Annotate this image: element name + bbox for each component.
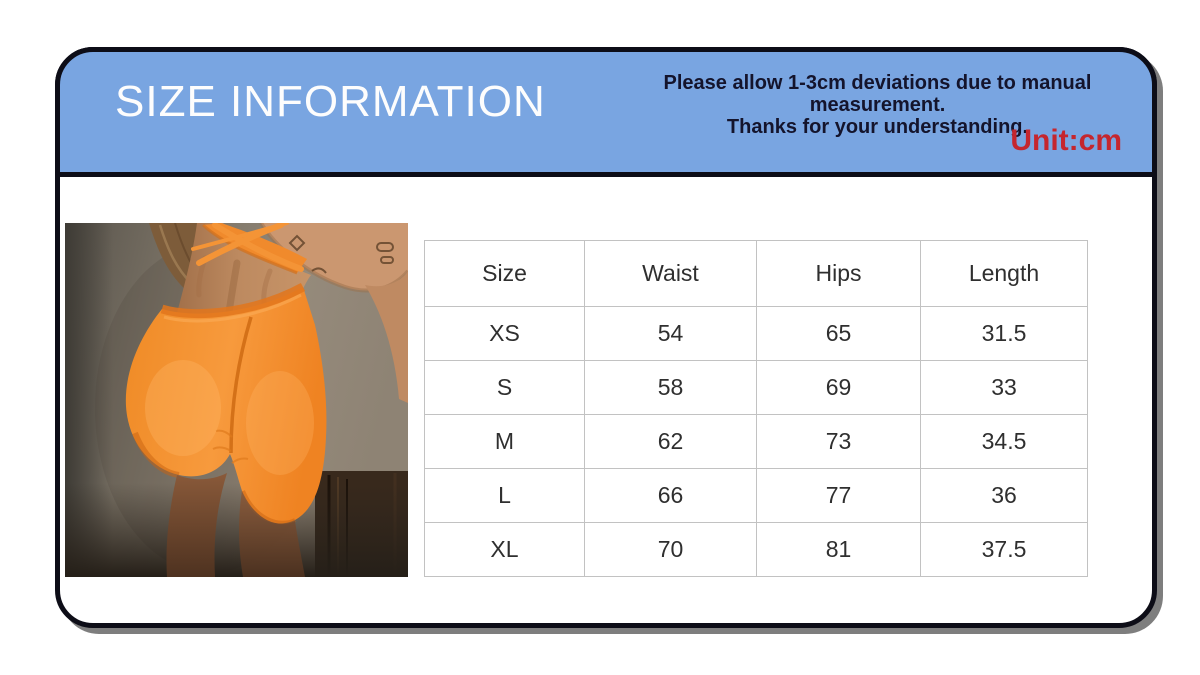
- hips-cell: 69: [757, 361, 921, 415]
- length-cell: 37.5: [921, 523, 1088, 577]
- length-cell: 36: [921, 469, 1088, 523]
- table-row: [425, 469, 1088, 523]
- table-row: [425, 523, 1088, 577]
- column-header-length: Length: [921, 241, 1088, 307]
- length-cell: 34.5: [921, 415, 1088, 469]
- length-cell: 33: [921, 361, 1088, 415]
- length-cell: 31.5: [921, 307, 1088, 361]
- waist-cell: 62: [585, 415, 757, 469]
- size-cell: S: [425, 361, 585, 415]
- hips-cell: 81: [757, 523, 921, 577]
- size-cell: M: [425, 415, 585, 469]
- size-cell: XS: [425, 307, 585, 361]
- unit-label: Unit:cm: [1010, 124, 1122, 157]
- size-cell: XL: [425, 523, 585, 577]
- waist-cell: 58: [585, 361, 757, 415]
- hips-cell: 77: [757, 469, 921, 523]
- waist-cell: 54: [585, 307, 757, 361]
- column-header-waist: Waist: [585, 241, 757, 307]
- table-row: [425, 361, 1088, 415]
- column-header-hips: Hips: [757, 241, 921, 307]
- measurement-note-line2: Thanks for your understanding.: [726, 116, 1029, 138]
- page-title: SIZE INFORMATION: [115, 77, 546, 126]
- size-cell: L: [425, 469, 585, 523]
- hips-cell: 65: [757, 307, 921, 361]
- product-photo: [65, 223, 408, 577]
- header-banner: [55, 47, 1157, 177]
- table-row: [425, 415, 1088, 469]
- floor-shadow: [65, 483, 408, 577]
- product-photo-illustration: [65, 223, 408, 577]
- waist-cell: 70: [585, 523, 757, 577]
- column-header-size: Size: [425, 241, 585, 307]
- table-header-row: [425, 241, 1088, 307]
- waist-cell: 66: [585, 469, 757, 523]
- hips-cell: 73: [757, 415, 921, 469]
- size-table: [424, 240, 1088, 577]
- table-row: [425, 307, 1088, 361]
- measurement-note-line1: Please allow 1-3cm deviations due to manual measurement.: [663, 72, 1092, 116]
